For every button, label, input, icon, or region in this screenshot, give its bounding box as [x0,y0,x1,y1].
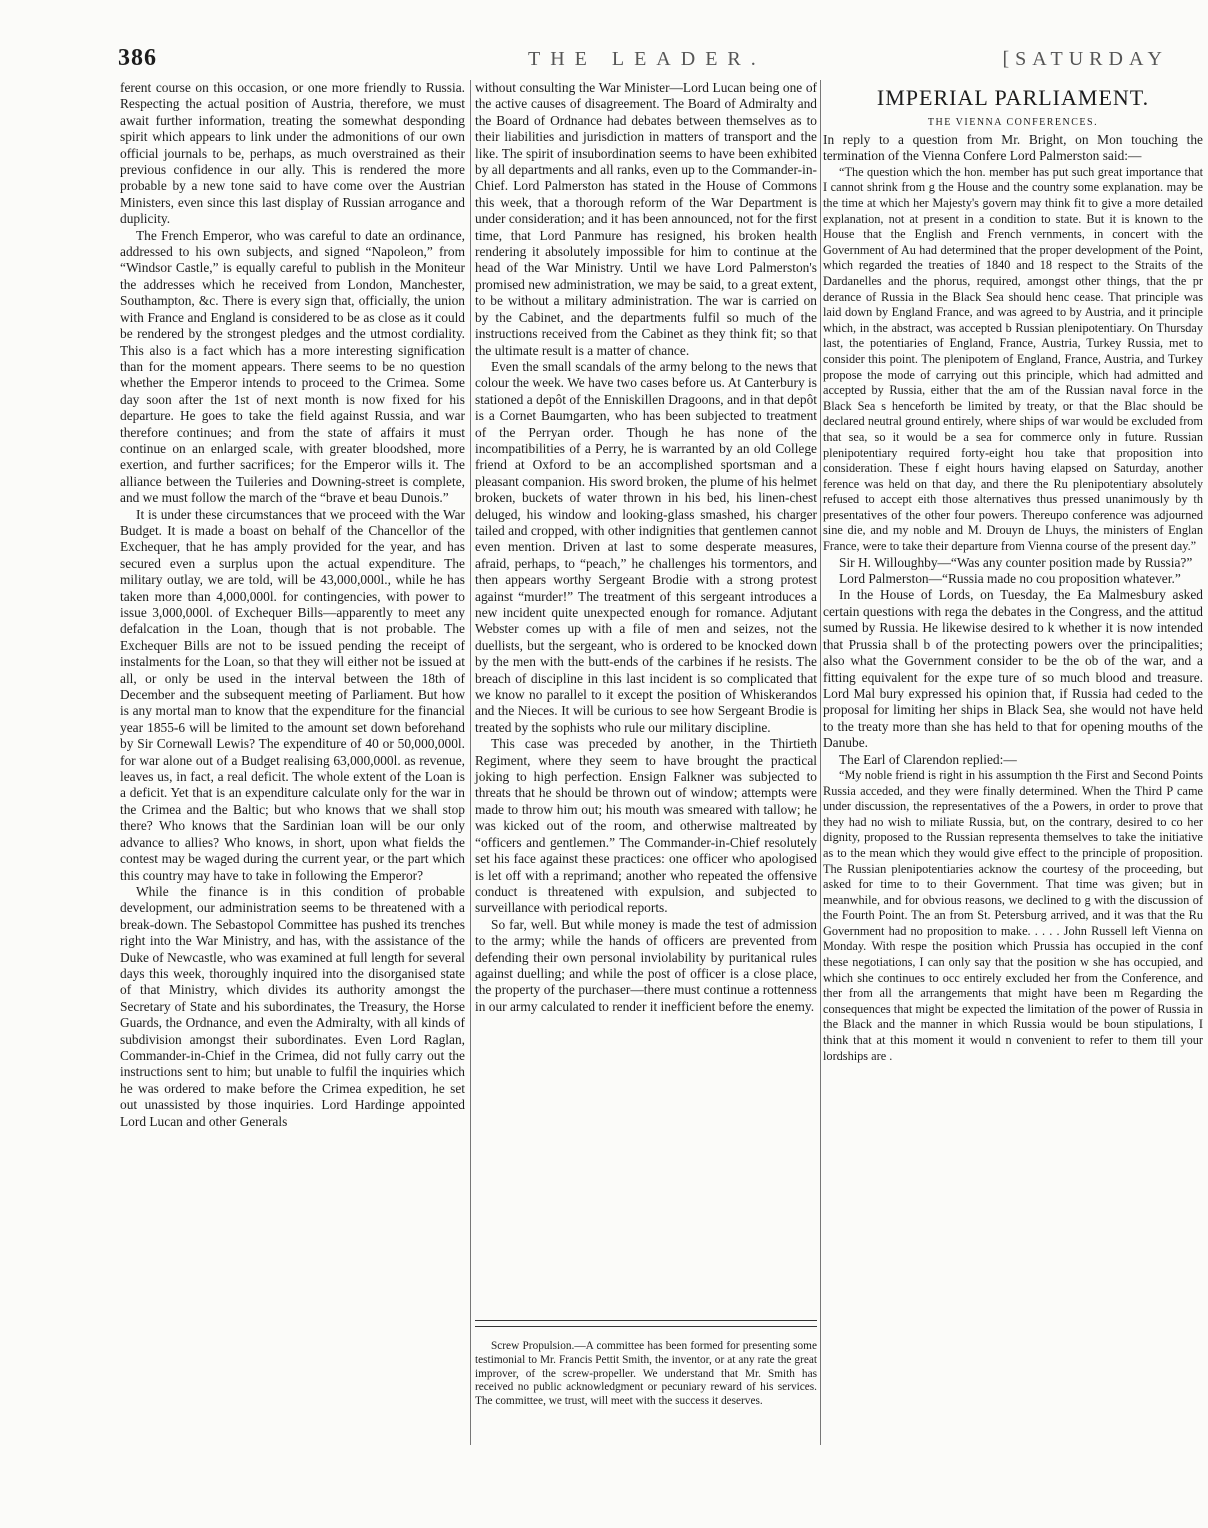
paragraph: While the finance is in this condition of probable development, our administration seems to be threatened with a break-down. The Sebastopol Committee has pushed its trenches right into the War Ministry, and has, with the assistance of the Duke of Newcastle, who was examined at full length for several days this week, thoroughly inquired into the disorganised state of that Ministry, which divides its authority amongst the Secretary of State and his subordinates, the Treasury, the Horse Guards, the Ordnance, and even the Admiralty, with all kinds of subdivision amongst their subordinates. Even Lord Raglan, Commander-in-Chief in the Crimea, did not fully carry out the instructions sent to him; but unable to fulfil the inquiries which he was ordered to make before the Crimea expedition, he set out unassisted by those inquiries. Lord Hardinge appointed Lord Lucan and other Generals [120,883,465,1129]
paragraph: without consulting the War Minister—Lord Lucan being one of the active causes of disagreement. The Board of Admiralty and the Board of Ordnance had debates between themselves as to their liabilities and jurisdiction in matters of transport and the like. The spirit of insubordination seems to have been exhibited by all departments and all ranks, even up to the Commander-in-Chief. Lord Palmerston has stated in the House of Commons this week, that a thorough reform of the War Department is under consideration; and it has been announced, not for the first time, that Lord Panmure has resigned, his broken health rendering it absolutely impossible for him to continue at the head of the War Ministry. Until we have Lord Palmerston's promised new administration, we may be said, to a great extent, to be without a military administration. The war is carried on by the Cabinet, and the departments fulfil so much of the instructions received from the Cabinet as they think fit; so that the ultimate result is a matter of chance. [475,80,817,358]
notice-text: Screw Propulsion.—A committee has been formed for presenting some testimonial to Mr. Francis Pettit Smith, the inventor, or at any rate the great improver, of the screw-propeller. We understand that Mr. Smith has received no public acknowledgment or pecuniary reward of his services. The committee, we trust, will meet with the success it deserves. [475,1340,817,1408]
paragraph: Lord Palmerston—“Russia made no cou proposition whatever.” [839,571,1181,587]
quote-block [823,165,1203,555]
column-rule-right [820,80,821,1445]
paragraph: Sir H. Willoughby—“Was any counter position made by Russia?” [839,554,1193,570]
column-rule-left [470,80,471,1445]
column-1 [120,80,465,1445]
quote-text: “My noble friend is right in his assumption th the First and Second Points Russia acceded, and they were finally determined. When the Third P came under discussion, the representatives of the a Powers, in order to prove that they had no wish to miliate Russia, but, on the contrary, desired to co her dignity, proposed to the Russian representa themselves to take the initiative as to the mean which they would give effect to the principle of proposition. The Russian plenipotentiaries acknow the courtesy of the proceeding, but asked for time to to their Government. That time was given; but in meanwhile, and for obvious reasons, we declined to g with the discussion of the Fourth Point. The an from St. Petersburg arrived, and it was that the Ru Government had no proposition to make. . . . . John Russell left Vienna on Monday. With respe the position which Prussia has occupied in the conf these negotiations, I can only say that the position w she has occupied, and which she continues to occ entirely excluded her from the Conference, and ther from all the arrangements that might have been m Regarding the consequences that might be expected the limitation of the power of Russia in the Black and the manner in which Russia would be boun stipulations, I think that at this moment it would n convenient to refer to them till your lordships are . [823,767,1203,1063]
paragraph: The Earl of Clarendon replied:— [839,751,1017,767]
masthead: THE LEADER. [528,48,766,70]
paragraph: In the House of Lords, on Tuesday, the Ea Malmesbury asked certain questions with rega the debates in the Congress, and the attitud sumed by Russia. He likewise desired to k whether it is now intended that Prussia shall b of the protecting powers over the principalities; also what the Government consider to be the ob of the war, and a fitting equivalent for the expe ture of so much blood and treasure. Lord Mal bury expressed his opinion that, if Russia had ceded to the proposal for limiting her ships in Black Sea, she would not have held to the treaty more than she has held to that for opening mouths of the Danube. [823,587,1203,751]
section-title: IMPERIAL PARLIAMENT. [876,85,1150,110]
column-2 [475,80,817,1380]
quote-block [823,768,1203,1064]
running-head: [SATURDAY [1002,48,1168,70]
paragraph: Even the small scandals of the army belong to the news that colour the week. We have two cases before us. At Canterbury is stationed a depôt of the Enniskillen Dragoons, and in that depôt is a Cornet Baumgarten, who has been subjected to treatment of the Perryan order. Though he has none of the incompatibilities of a Perry, he is warranted by an old College friend at Oxford to be an accomplished sportsman and a pleasant companion. His sword broken, the plume of his helmet broken, buckets of water thrown in his bed, his linen-chest deluged, his window and looking-glass smashed, his charger tailed and cropped, with other indignities that gentlemen cannot even mention. Driven at last to some desperate measures, afraid, perhaps, to “peach,” he challenges his tormentors, and then appears worthy Sergeant Brodie with a strong protest against “murder!” The treatment of this sergeant introduces a new incident quite unexpected enough for romance. Adjutant Webster comes up with a file of men and seizes, not the duellists, but the sergeant, who is ordered to be knocked down by the men with the butt-ends of the carbines if he resists. The breach of discipline in this last incident is so complicated that we know no parallel to it except the position of Whiskerandos and the Nieces. It will be curious to see how Sergeant Brodie is treated by the sophists who rule our military discipline. [475,358,817,735]
section-divider [475,1320,817,1327]
paragraph: So far, well. But while money is made the test of admission to the army; while the hands of officers are prevented from defending their own personal inviolability by puritanical rules against duelling; and while the post of officer is a close place, the property of the purchaser—there must continue a rottenness in our army calculated to render it inefficient before the enemy. [475,916,817,1014]
quote-text: “The question which the hon. member has put such great importance that I cannot shrink from g the House and the country some explanation. may be the time at which her Majesty's govern may think fit to give a more detailed explanation, not at present in a condition to state. But it is known to the House that the English and French vernments, in concert with the Government of Au had determined that the proper development of the Point, which regarded the treaties of 1840 and 18 respect to the Straits of the Dardanelles and the phorus, required, amongst other things, that the pr derance of Russia in the Black Sea should henc cease. That principle was laid down by England France, and was agreed to by Austria, and it principle which, in the abstract, was accepted b Russian plenipotentiary. On Thursday last, the potentiaries of England, France, Austria, Turkey Russia, met to consider this point. The plenipotem of England, France, Austria, and Turkey propose the mode of carrying out this principle, which had admitted and accepted by Russia, either that the am of the Russian naval force in the Black Sea s henceforth be limited by treaty, or that the Blac should be declared neutral ground entirely, where ships of war would be excluded from that sea, so it would be a sea for commerce only in future. Russian plenipotentiary required forty-eight hou take that proposition into consideration. These f eight hours having elapsed on Saturday, another ference was held on that day, and there the Ru plenipotentiary absolutely refused to accept eith those alternatives thus pressed unanimously by th presentatives of the other four powers. Thereupo conference was adjourned sine die, and my noble and M. Drouyn de Lhuys, the ministers of Englan France, were to take their departure from Vienna course of the present day.” [823,164,1203,554]
screw-propulsion-notice [475,1340,817,1409]
paragraph: The French Emperor, who was careful to date an ordinance, addressed to his own subjects, and signed “Napoleon,” from “Windsor Castle,” is equally careful to publish in the Moniteur the addresses which he received from London, Manchester, Southampton, &c. There is every sign that, officially, the union with France and England is considered to be as close as it could be rendered by the strongest pledges and the utmost cordiality. This also is a fact which has a more interesting signification than for the moment appears. There seems to be no question whether the Emperor intends to proceed to the Crimea. Some day soon after the 1st of next month is now fixed for his departure. He goes to take the field against Russia, and war therefore continues; and from the state of affairs it must continue on an enlarged scale, with greater bloodshed, more exertion, and further sacrifices; for the Emperor wills it. The alliance between the Tuileries and Downing-street is complete, and we must follow the march of the “brave et beau Dunois.” [120,227,465,506]
section-subtitle: THE VIENNA CONFERENCES. [927,117,1099,128]
page-number: 386 [118,45,157,71]
paragraph: It is under these circumstances that we proceed with the War Budget. It is made a boast on behalf of the Chancellor of the Exchequer, that he has amply provided for the year, and has secured even a surplus upon the actual expenditure. The military outlay, we are told, will be 43,000,000l., while he has taken more than 4,000,000l. for contingencies, with power to issue 3,000,000l. of Exchequer Bills—apparently to meet any defalcation in the Loan, though that is not probable. The Exchequer Bills are not to be issued pending the receipt of instalments for the Loan, so that they will either not be issued at all, or only be used in the interval between the 18th of December and the subsequent meeting of Parliament. But how is any mortal man to know that the expenditure for the financial year 1855-6 will be limited to the amount set down beforehand by Sir Cornewall Lewis? The expenditure of 40 or 50,000,000l. for war alone out of a Budget realising 63,000,000l. as revenue, leaves us, in fact, a real deficit. The whole extent of the Loan is a deficit. Yet that is an expenditure calculate only for the war in the Crimea and the Baltic; but who knows that we shall stop there? Who knows that the Sardinian loan will be our only advance to allies? Who knows, in short, upon what fields the contest may be waged during the current year, or the part which this country may have to take in following the Emperor? [120,506,465,883]
paragraph: In reply to a question from Mr. Bright, on Mon touching the termination of the Vienna Confere Lord Palmerston said:— [823,132,1203,164]
column-3 [823,80,1203,1445]
paragraph: This case was preceded by another, in the Thirtieth Regiment, where they seem to have brought the practical joking to high perfection. Ensign Falkner was subjected to threats that he should be thrown out of window; attempts were made to throw him out; his mouth was smeared with tallow; he was kicked out of the room, and otherwise maltreated by “officers and gentlemen.” The Commander-in-Chief resolutely set his face against these practices: one officer who apologised is let off with a reprimand; another who repeated the offensive conduct is threatened with expulsion, and subjected to surveillance with periodical reports. [475,736,817,916]
paragraph: ferent course on this occasion, or one more friendly to Russia. Respecting the actual position of Austria, therefore, we must await further information, treating the somewhat desponding spirit which appears to link under the admonitions of our own official journals to be, perhaps, as much overstrained as their previous confidence in our ally. This is rendered the more probable by a new tone said to have come over the Austrian Ministers, even since this last display of Russian arrogance and duplicity. [120,80,465,227]
page-header [108,40,1188,80]
